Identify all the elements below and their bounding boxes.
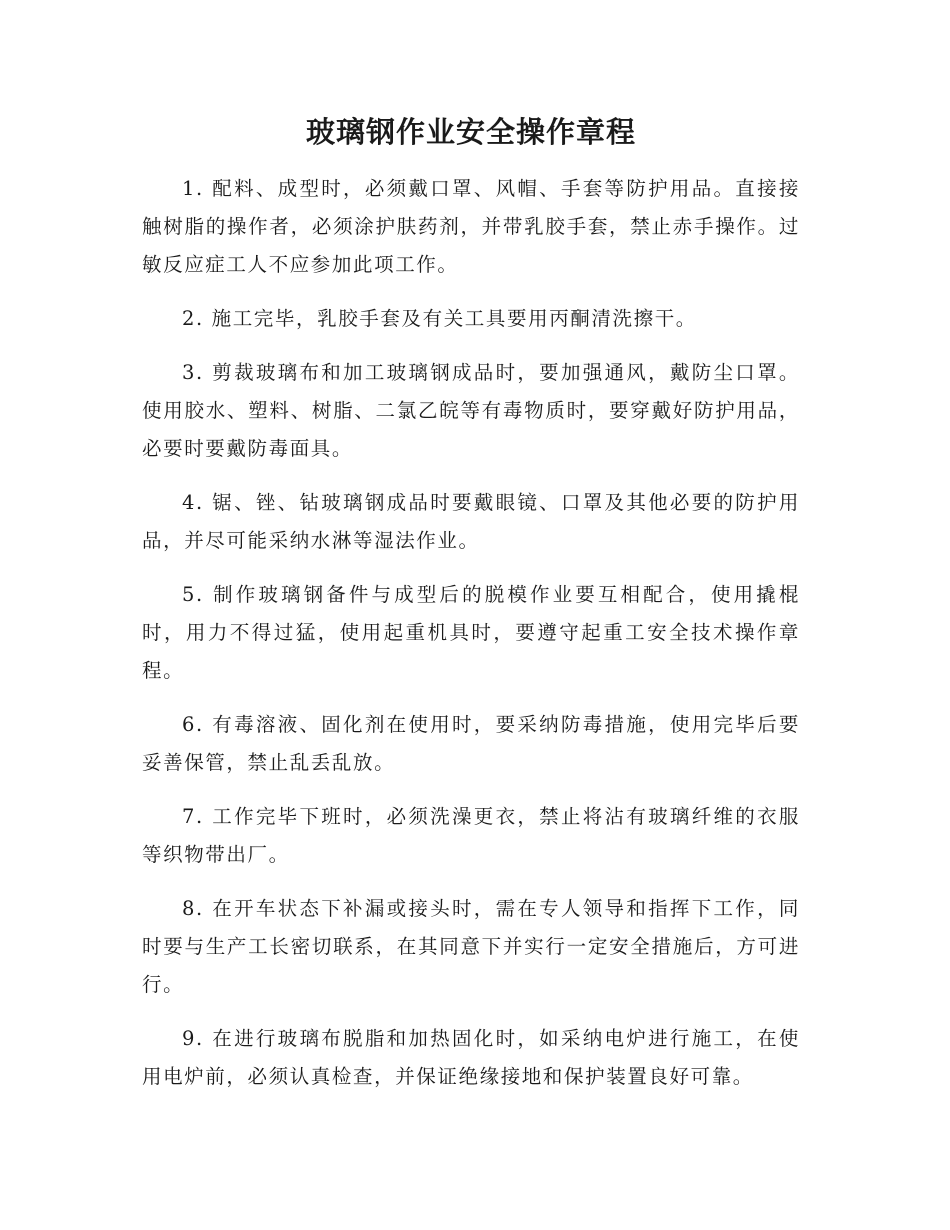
paragraph-2: 2. 施工完毕，乳胶手套及有关工具要用丙酮清洗擦干。 <box>182 307 697 330</box>
paragraph-3: 3. 剪裁玻璃布和加工玻璃钢成品时，要加强通风，戴防尘口罩。使用胶水、塑料、树脂、二氯乙皖等有毒物质时，要穿戴好防护用品，必要时要戴防毒面具。 <box>142 361 800 460</box>
paragraph-4: 4. 锯、锉、钻玻璃钢成品时要戴眼镜、口罩及其他必要的防护用品，并尽可能采纳水淋等湿法作业。 <box>142 491 800 552</box>
document-title: 玻璃钢作业安全操作章程 <box>305 115 636 149</box>
paragraph-1: 1. 配料、成型时，必须戴口罩、风帽、手套等防护用品。直接接触树脂的操作者，必须涂护肤药剂，并带乳胶手套，禁止赤手操作。过敏反应症工人不应参加此项工作。 <box>142 177 800 276</box>
paragraph-6: 6. 有毒溶液、固化剂在使用时，要采纳防毒措施，使用完毕后要妥善保管，禁止乱丢乱放。 <box>142 713 800 774</box>
paragraph-5: 5. 制作玻璃钢备件与成型后的脱模作业要互相配合，使用撬棍时，用力不得过猛，使用起重机具时，要遵守起重工安全技术操作章程。 <box>142 583 800 682</box>
paragraph-8: 8. 在开车状态下补漏或接头时，需在专人领导和指挥下工作，同时要与生产工长密切联系，在其同意下并实行一定安全措施后，方可进行。 <box>142 897 800 996</box>
paragraph-7: 7. 工作完毕下班时，必须洗澡更衣，禁止将沾有玻璃纤维的衣服等织物带出厂。 <box>142 805 800 866</box>
paragraph-9: 9. 在进行玻璃布脱脂和加热固化时，如采纳电炉进行施工，在使用电炉前，必须认真检查，并保证绝缘接地和保护装置良好可靠。 <box>142 1027 800 1088</box>
